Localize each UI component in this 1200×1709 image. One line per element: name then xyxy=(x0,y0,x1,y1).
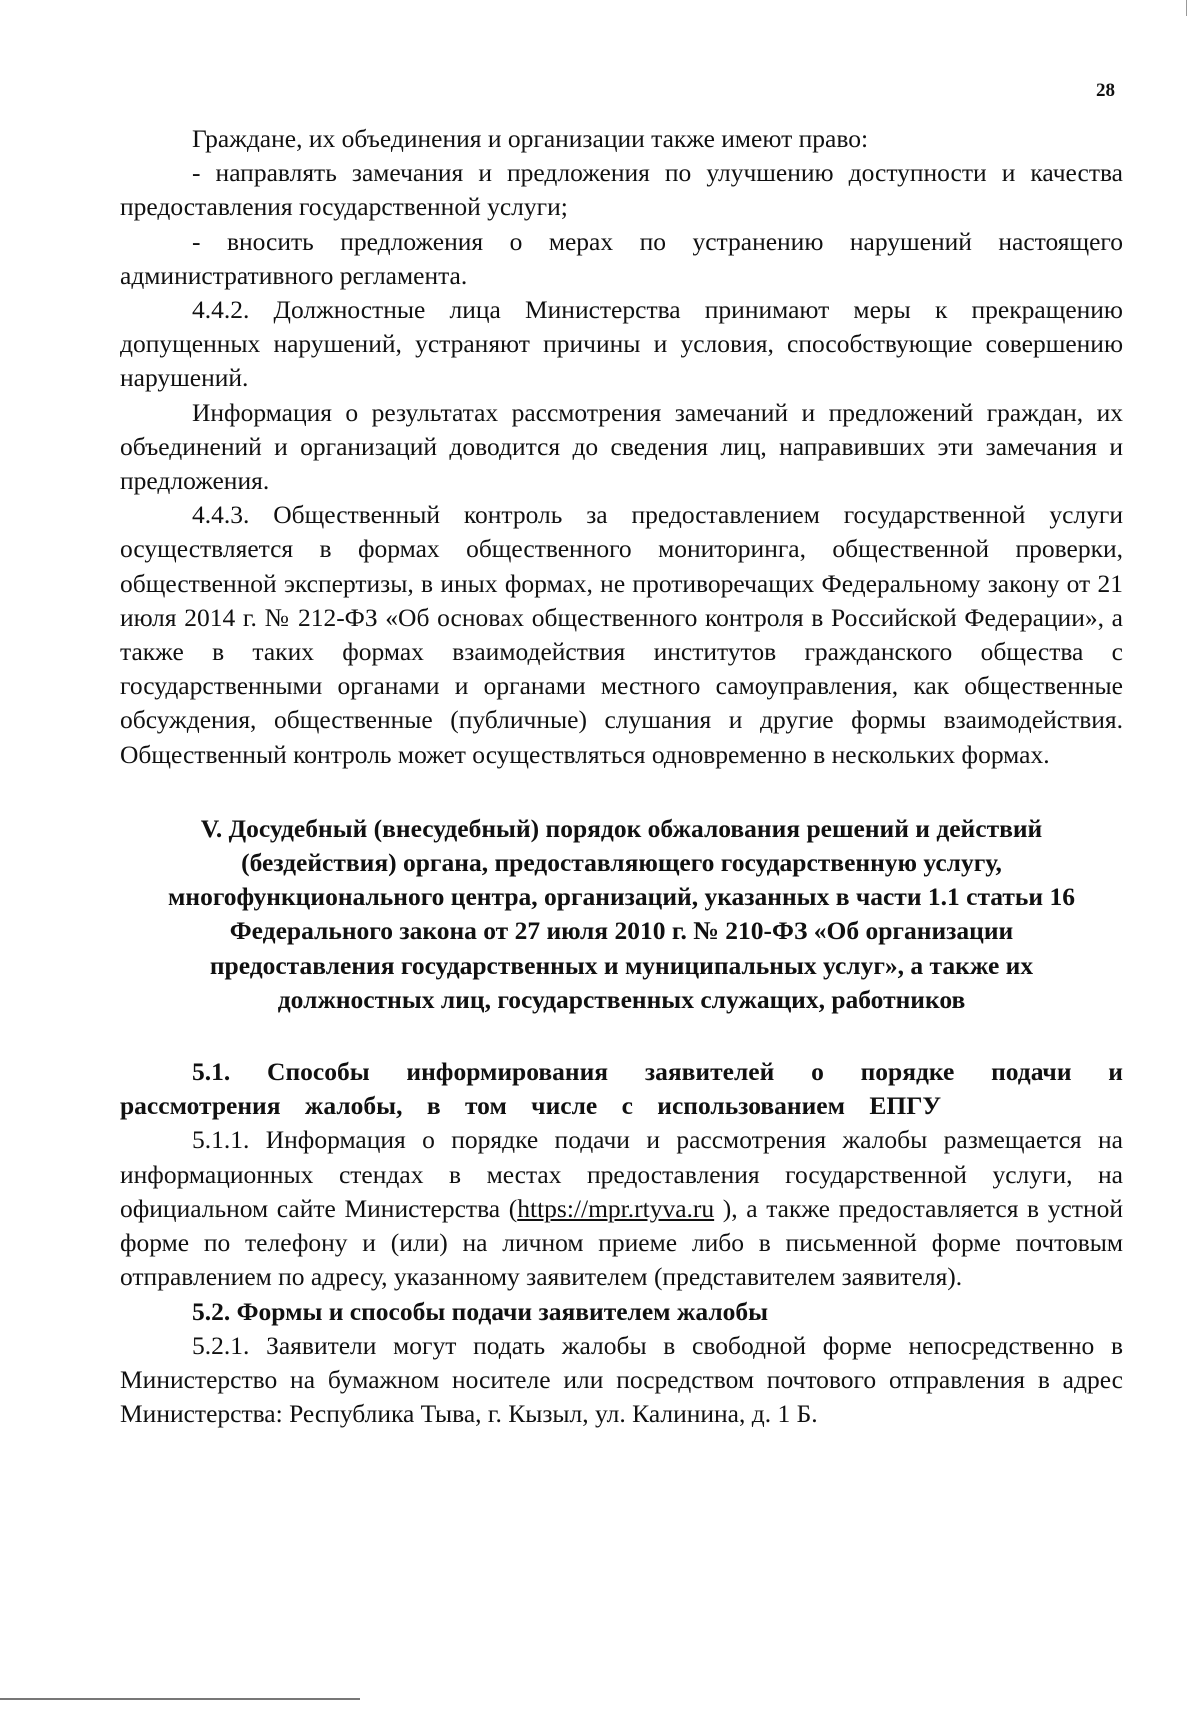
bullet-paragraph-1: - направлять замечания и предложения по улучшению доступности и качества предоставления государственной услуги; xyxy=(120,158,1123,222)
section-v-heading: V. Досудебный (внесудебный) порядок обжалования решений и действий (бездействия) органа, предоставляющего государственную услугу, многофункционального центра, организаций, указанных в части 1.1 статьи 16 Федерального закона от 27 июля 2010 г. № 210-ФЗ «Об организации предоставления государственных и муниципальных услуг», а также их должностных лиц, государственных служащих, работников xyxy=(168,813,1075,1014)
paragraph-4-4-2: 4.4.2. Должностные лица Министерства принимают меры к прекращению допущенных нарушений, устраняют причины и условия, способствующие совершению нарушений. xyxy=(120,295,1123,393)
document-body xyxy=(120,122,1123,1431)
paragraph-info-results: Информация о результатах рассмотрения замечаний и предложений граждан, их объединений и организаций доводится до сведения лиц, направивших эти замечания и предложения. xyxy=(120,397,1123,496)
paragraph-5-1-1 xyxy=(120,1123,1123,1294)
subsection-5-1-heading: 5.1. Способы информирования заявителей о порядке подачи и рассмотрения жалобы, в том числе с использованием ЕПГУ xyxy=(120,1057,1123,1121)
scan-edge-mark xyxy=(1186,0,1187,16)
page-number: 28 xyxy=(1096,80,1115,101)
paragraph-5-1-1-text-start: 5.1.1. Информация о порядке подачи и рассмотрения жалобы размещается на информационных стендах в местах предоставления государственной услуги, на официальном сайте Министерства ( xyxy=(120,1125,1123,1223)
bullet-paragraph-2: - вносить предложения о мерах по устранению нарушений настоящего административного регламента. xyxy=(120,226,1123,290)
bottom-scan-rule xyxy=(0,1698,360,1700)
ministry-website-link[interactable]: https://mpr.rtyva.ru xyxy=(517,1193,715,1223)
paragraph-5-2-1: 5.2.1. Заявители могут подать жалобы в свободной форме непосредственно в Министерство на бумажном носителе или посредством почтового отправления в адрес Министерства: Республика Тыва, г. Кызыл, ул. Калинина, д. 1 Б. xyxy=(120,1330,1123,1429)
intro-paragraph: Граждане, их объединения и организации также имеют право: xyxy=(192,124,869,153)
paragraph-5-1-1-text-end: ), а также предоставляется в устной форме по телефону и (или) на личном приеме либо в письменной форме почтовым отправлением по адресу, указанному заявителем (представителем заявителя). xyxy=(120,1193,1123,1292)
paragraph-4-4-3: 4.4.3. Общественный контроль за предоставлением государственной услуги осуществляется в формах общественного мониторинга, общественной проверки, общественной экспертизы, в иных формах, не противоречащих Федеральному закону от 21 июля 2014 г. № 212-ФЗ «Об основах общественного контроля в Российской Федерации», а также в таких формах взаимодействия институтов гражданского общества с государственными органами и органами местного самоуправления, как общественные обсуждения, общественные (публичные) слушания и другие формы взаимодействия. Общественный контроль может осуществляться одновременно в нескольких формах. xyxy=(120,500,1123,769)
subsection-5-2-heading: 5.2. Формы и способы подачи заявителем жалобы xyxy=(192,1296,769,1326)
